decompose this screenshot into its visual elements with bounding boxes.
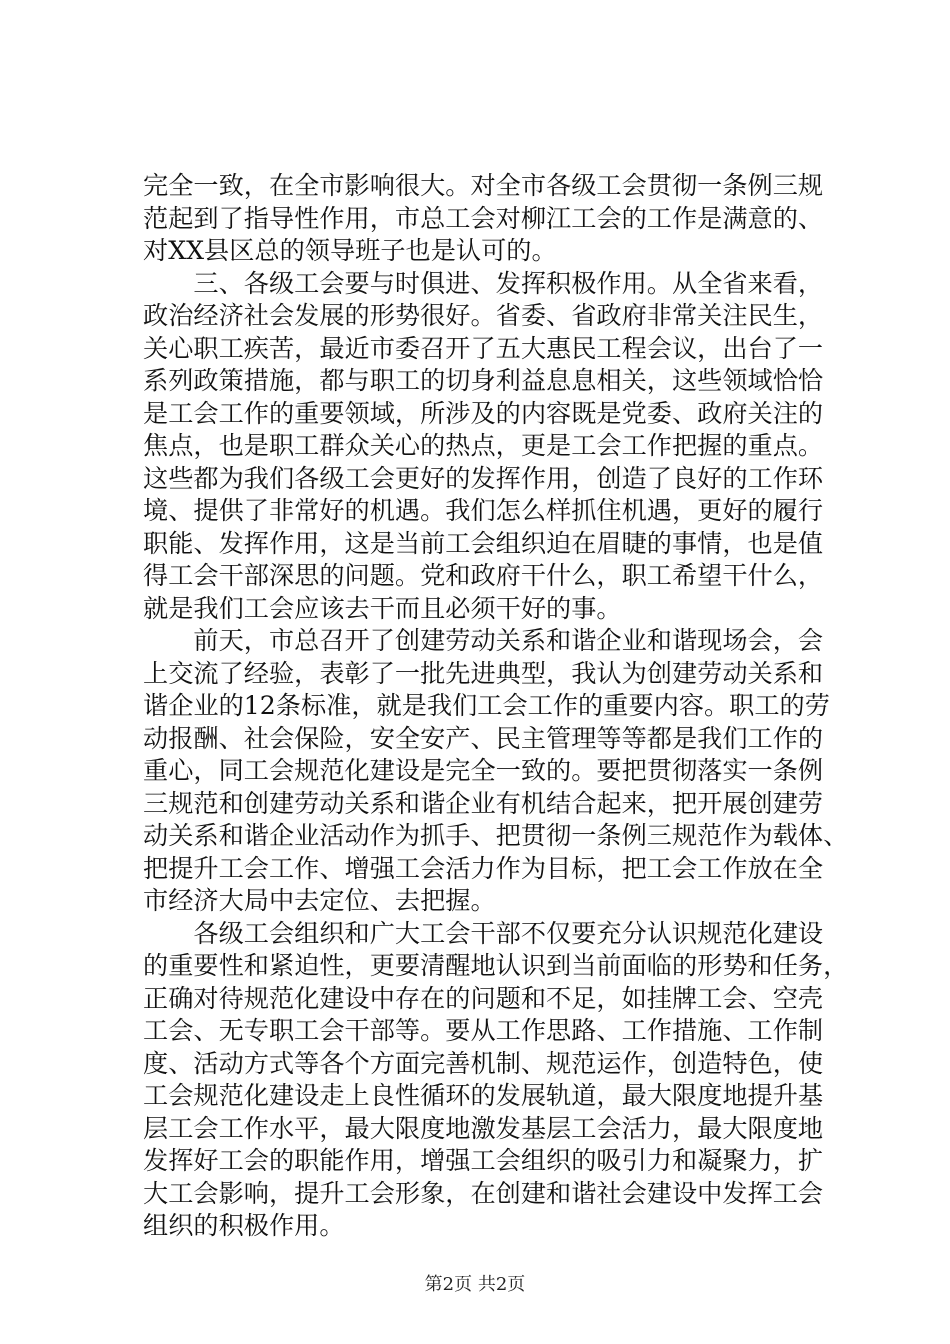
text-line: 重心，同工会规范化建设是完全一致的。要把贯彻落实一条例	[143, 756, 824, 785]
text-line: 三规范和创建劳动关系和谐企业有机结合起来，把开展创建劳	[143, 788, 824, 818]
text-line: 上交流了经验，表彰了一批先进典型，我认为创建劳动关系和	[143, 658, 824, 688]
text-line: 范起到了指导性作用，市总工会对柳江工会的工作是满意的、	[143, 203, 824, 233]
text-line: 动关系和谐企业活动作为抓手、把贯彻一条例三规范作为载体、	[143, 821, 849, 850]
text-line: 把提升工会工作、增强工会活力作为目标，把工会工作放在全	[143, 853, 824, 883]
text-line: 是工会工作的重要领域，所涉及的内容既是党委、政府关注的	[143, 398, 824, 428]
text-line: 发挥好工会的职能作用，增强工会组织的吸引力和凝聚力，扩	[143, 1146, 824, 1175]
text-line: 得工会干部深思的问题。党和政府干什么，职工希望干什么，	[143, 561, 824, 590]
text-line: 系列政策措施，都与职工的切身利益息息相关，这些领域恰恰	[143, 366, 824, 395]
text-line: 市经济大局中去定位、去把握。	[143, 886, 496, 915]
text-line: 层工会工作水平，最大限度地激发基层工会活力，最大限度地	[143, 1113, 824, 1143]
text-line: 的重要性和紧迫性，更要清醒地认识到当前面临的形势和任务，	[143, 951, 849, 980]
text-line: 工会规范化建设走上良性循环的发展轨道，最大限度地提升基	[143, 1081, 824, 1110]
text-line: 境、提供了非常好的机遇。我们怎么样抓住机遇，更好的履行	[143, 496, 824, 525]
text-line: 各级工会组织和广大工会干部不仅要充分认识规范化建设	[143, 918, 824, 948]
page-footer: 第2页 共2页	[424, 1274, 526, 1295]
text-line: 谐企业的12条标准，就是我们工会工作的重要内容。职工的劳	[143, 691, 830, 720]
text-line: 关心职工疾苦，最近市委召开了五大惠民工程会议，出台了一	[143, 333, 824, 363]
text-line: 就是我们工会应该去干而且必须干好的事。	[143, 593, 622, 623]
text-line: 三、各级工会要与时俱进、发挥积极作用。从全省来看，	[143, 268, 824, 298]
body-text	[143, 170, 849, 1243]
text-line: 完全一致，在全市影响很大。对全市各级工会贯彻一条例三规	[143, 171, 824, 200]
text-line: 前天，市总召开了创建劳动关系和谐企业和谐现场会，会	[143, 626, 824, 655]
text-line: 对XX县区总的领导班子也是认可的。	[143, 236, 557, 265]
text-line: 大工会影响，提升工会形象，在创建和谐社会建设中发挥工会	[143, 1178, 824, 1208]
text-line: 工会、无专职工会干部等。要从工作思路、工作措施、工作制	[143, 1016, 824, 1045]
text-line: 组织的积极作用。	[143, 1211, 345, 1240]
text-line: 职能、发挥作用，这是当前工会组织迫在眉睫的事情，也是值	[143, 528, 824, 558]
text-line: 焦点，也是职工群众关心的热点，更是工会工作把握的重点。	[143, 431, 824, 460]
text-line: 动报酬、社会保险，安全安产、民主管理等等都是我们工作的	[143, 723, 824, 753]
text-line: 正确对待规范化建设中存在的问题和不足，如挂牌工会、空壳	[143, 983, 824, 1013]
text-line: 这些都为我们各级工会更好的发挥作用，创造了良好的工作环	[143, 463, 824, 493]
text-line: 政治经济社会发展的形势很好。省委、省政府非常关注民生，	[143, 301, 824, 330]
text-line: 度、活动方式等各个方面完善机制、规范运作，创造特色，使	[143, 1048, 824, 1078]
